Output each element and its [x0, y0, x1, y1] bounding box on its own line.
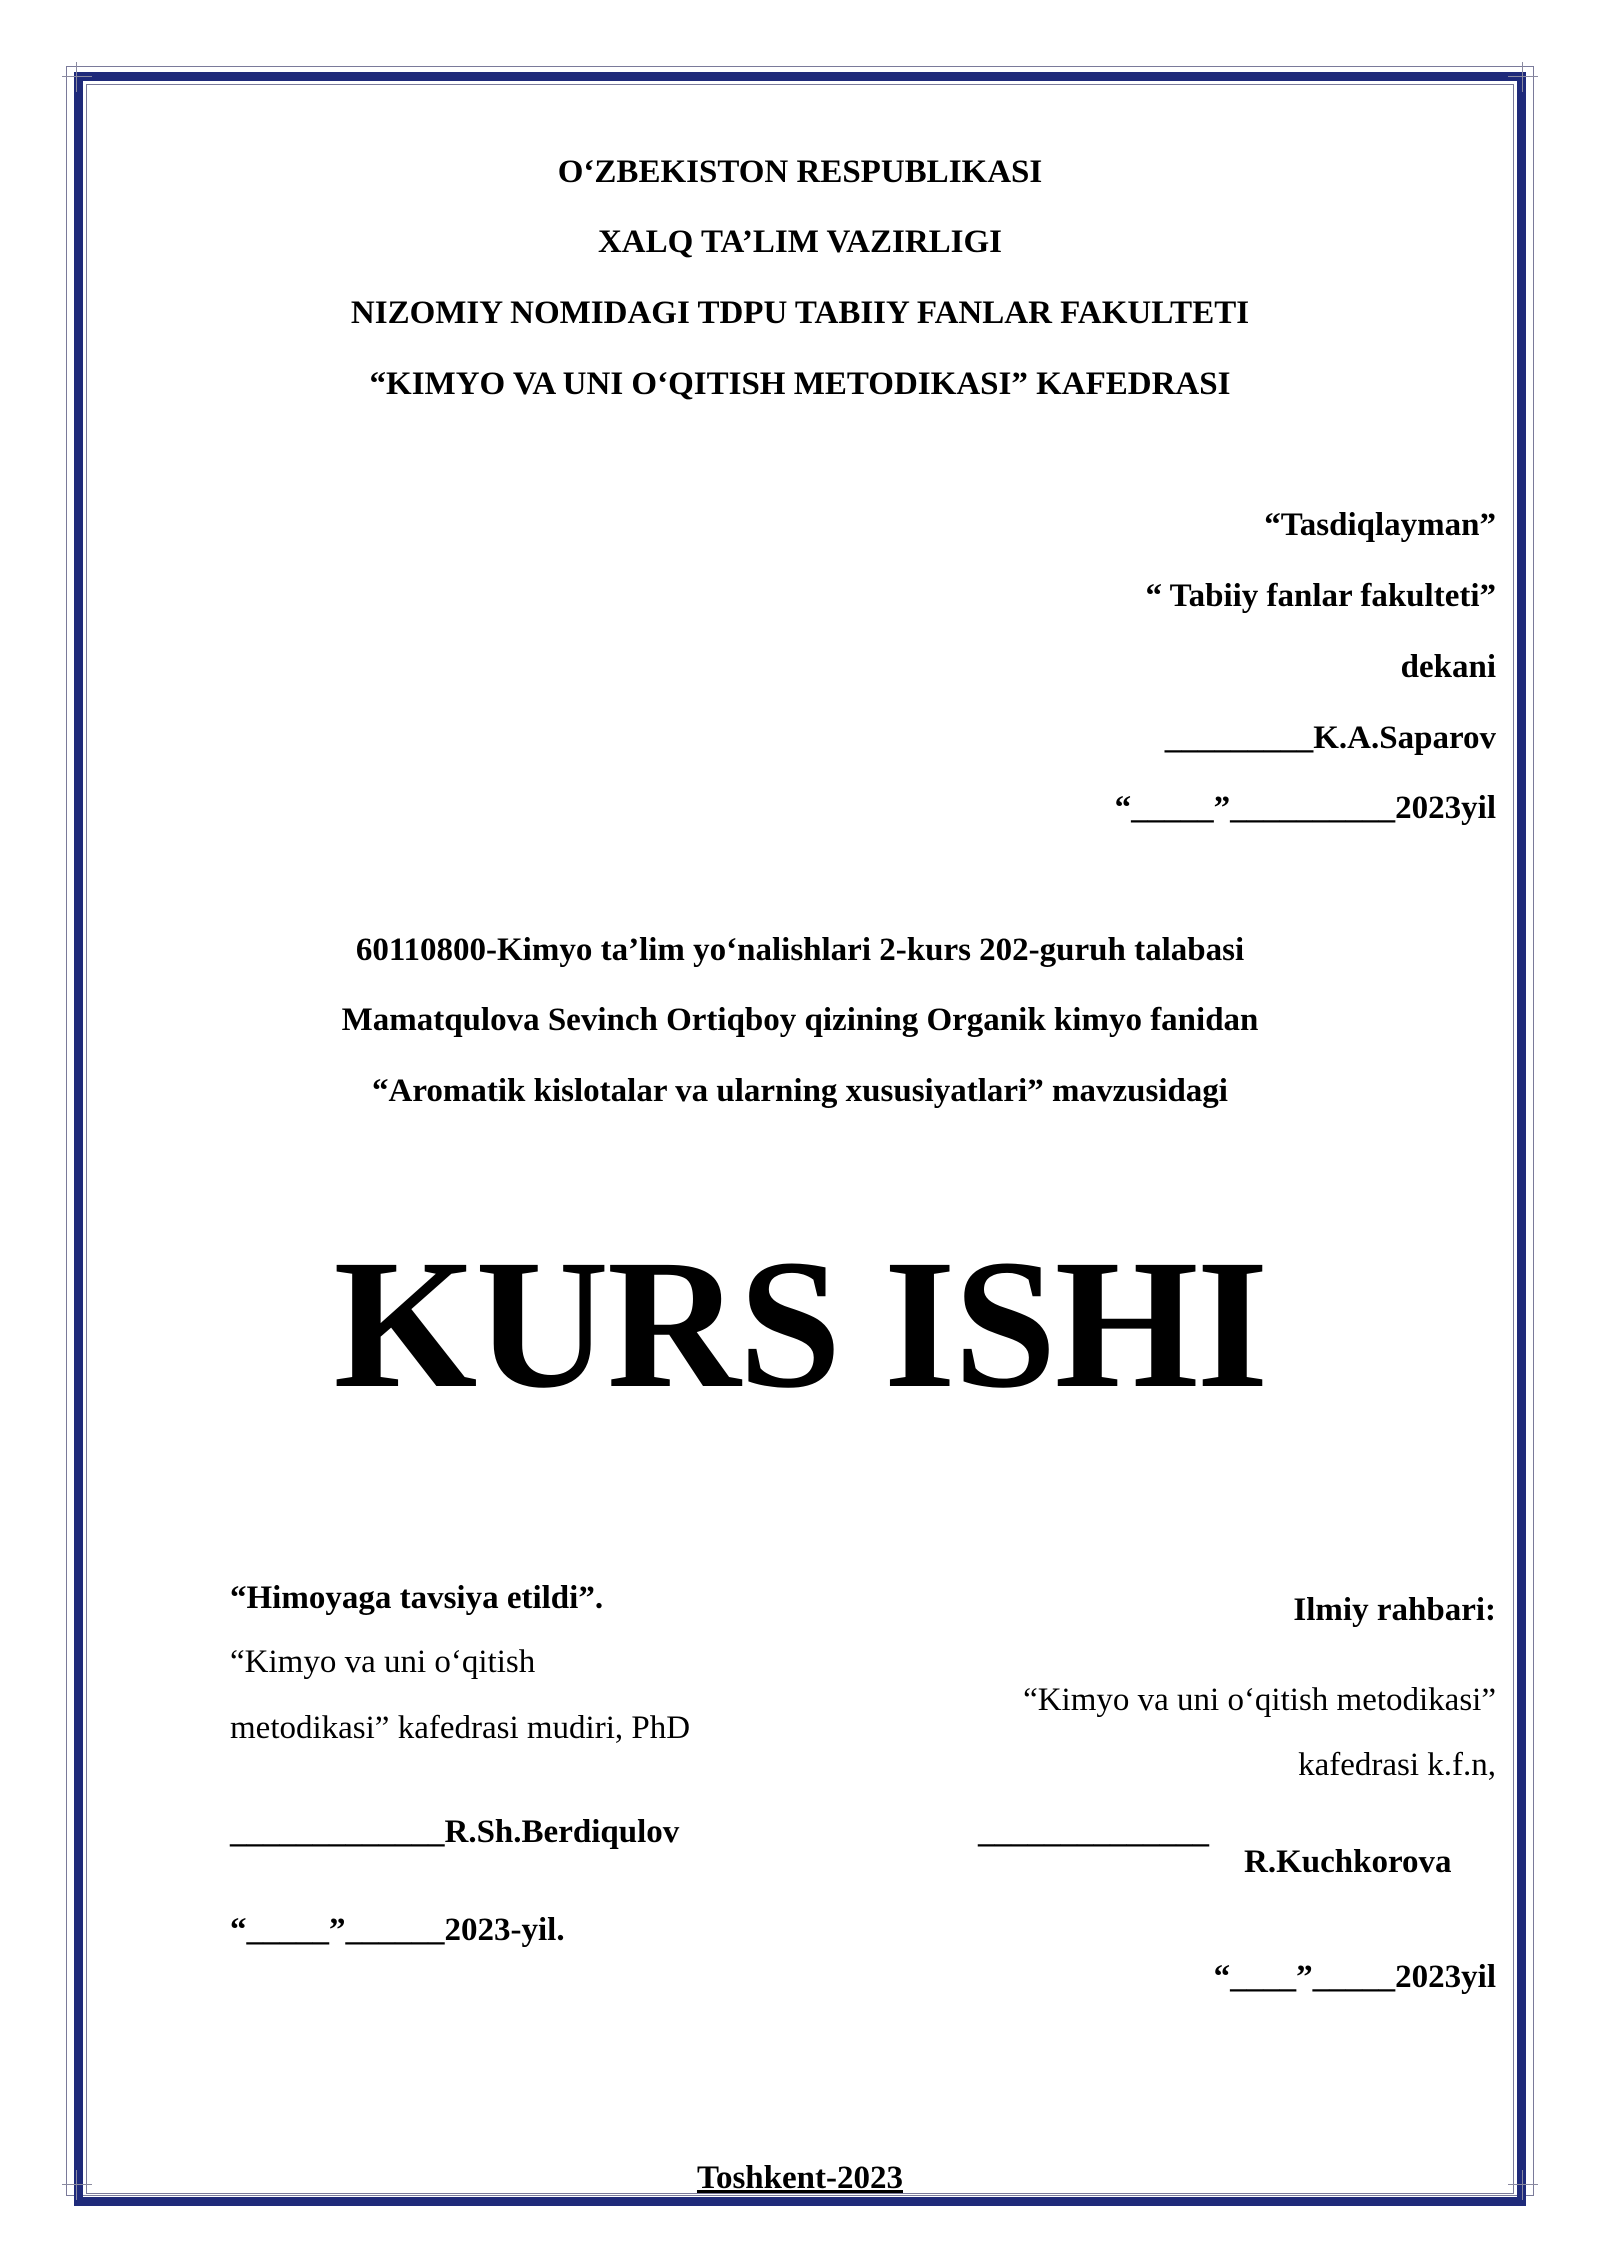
- defense-signature: _____________R.Sh.Berdiqulov: [230, 1814, 680, 1850]
- approval-faculty: “ Tabiiy fanlar fakulteti”: [1145, 578, 1496, 614]
- header-ministry: XALQ TA’LIM VAZIRLIGI: [597, 224, 1003, 260]
- header-republic: O‘ZBEKISTON RESPUBLIKASI: [557, 154, 1043, 190]
- supervisor-department-line-1: “Kimyo va uni o‘qitish metodikasi”: [1023, 1682, 1496, 1718]
- subject-line-3: “Aromatik kislotalar va ularning xususiyatlari” mavzusidagi: [372, 1073, 1228, 1109]
- header-faculty: NIZOMIY NOMIDAGI TDPU TABIIY FANLAR FAKULTETI: [350, 295, 1250, 331]
- approval-role: dekani: [1400, 649, 1496, 685]
- defense-recommendation-heading: “Himoyaga tavsiya etildi”.: [230, 1580, 604, 1616]
- defense-date: “_____”______2023-yil.: [230, 1912, 565, 1948]
- document-title: KURS ISHI: [333, 1222, 1267, 1427]
- approval-title: “Tasdiqlayman”: [1264, 507, 1496, 543]
- supervisor-department-line-2: kafedrasi k.f.n,: [1298, 1747, 1496, 1783]
- supervisor-signature-line: ______________: [978, 1814, 1209, 1850]
- footer-place-year: Toshkent-2023: [696, 2160, 903, 2196]
- subject-line-1: 60110800-Kimyo ta’lim yo‘nalishlari 2-kurs 202-guruh talabasi: [355, 932, 1245, 968]
- border-corner-ornament: [62, 62, 92, 92]
- border-corner-ornament: [1508, 62, 1538, 92]
- defense-department-line-1: “Kimyo va uni o‘qitish: [230, 1644, 536, 1680]
- approval-date: “_____”__________2023yil: [1114, 790, 1496, 826]
- subject-line-2: Mamatqulova Sevinch Ortiqboy qizining Organik kimyo fanidan: [341, 1002, 1259, 1038]
- supervisor-name: R.Kuchkorova: [1244, 1844, 1452, 1880]
- supervisor-date: “____”_____2023yil: [1213, 1959, 1496, 1995]
- supervisor-heading: Ilmiy rahbari:: [1293, 1592, 1496, 1628]
- approval-signature: _________K.A.Saparov: [1164, 720, 1496, 756]
- defense-department-line-2: metodikasi” kafedrasi mudiri, PhD: [230, 1710, 691, 1746]
- header-department: “KIMYO VA UNI O‘QITISH METODIKASI” KAFEDRASI: [369, 366, 1231, 402]
